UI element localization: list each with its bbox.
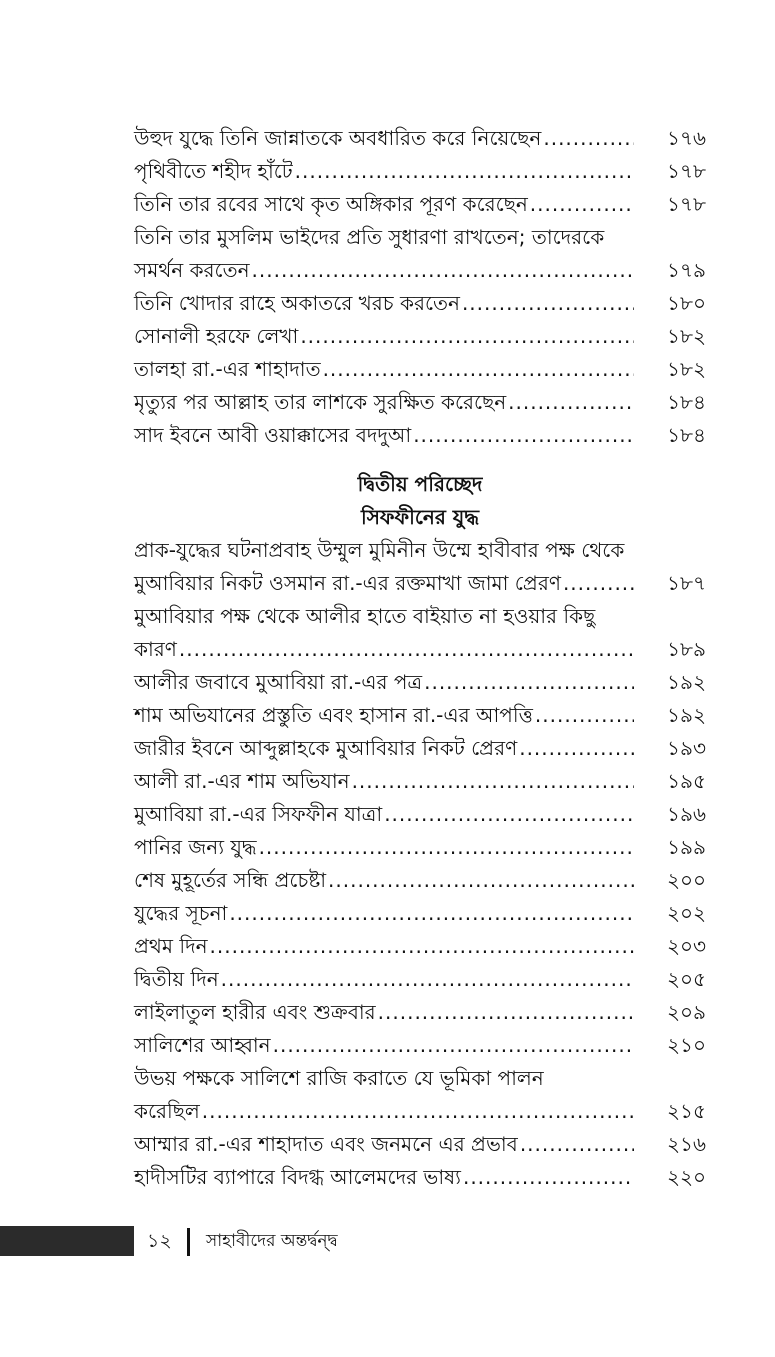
toc-entry — [134, 386, 706, 419]
toc-entry-title: সোনালী হরফে লেখা — [134, 324, 299, 348]
dot-leader — [535, 699, 634, 732]
dot-leader — [508, 386, 634, 419]
chapter-title: সিফফীনের যুদ্ধ — [360, 505, 480, 529]
page-number: ১২ — [147, 1230, 172, 1252]
toc-entry — [134, 188, 706, 221]
dot-leader — [352, 765, 634, 798]
toc-entry-page: ১৮৪ — [667, 390, 706, 414]
toc-entry-title-line1: তিনি তার মুসলিম ভাইদের প্রতি সুধারণা রাখতেন; তাদেরকে — [134, 225, 605, 249]
dot-leader — [252, 254, 634, 287]
toc-entry-title: করেছিল — [134, 1099, 200, 1123]
toc-entry — [134, 320, 706, 353]
toc-entry-page: ১৮৭ — [667, 571, 706, 595]
toc-entry — [134, 963, 706, 996]
toc-entry-title: মুআবিয়া রা.-এর সিফফীন যাত্রা — [134, 802, 383, 826]
toc-entry — [134, 930, 706, 963]
dot-leader — [202, 1095, 634, 1128]
toc-entry-page: ১৮২ — [667, 357, 706, 381]
toc-entry-title: লাইলাতুল হারীর এবং শুক্রবার — [134, 1000, 376, 1024]
toc-entry — [134, 798, 706, 831]
toc-entry-title: শেষ মুহূর্তের সন্ধি প্রচেষ্টা — [134, 868, 327, 892]
toc-entry-page: ২০২ — [666, 901, 706, 925]
toc-list-second — [134, 534, 706, 1194]
toc-entry-page: ১৯৯ — [667, 835, 706, 859]
toc-entry — [134, 155, 706, 188]
toc-entry-title: কারণ — [134, 637, 177, 661]
table-of-contents — [134, 122, 706, 1194]
toc-entry-title: তিনি তার রবের সাথে কৃত অঙ্গিকার পূরণ করেছেন — [134, 192, 528, 216]
toc-entry-page: ১৭৮ — [667, 192, 706, 216]
dot-leader — [543, 122, 634, 155]
dot-leader — [259, 831, 634, 864]
toc-entry — [134, 996, 706, 1029]
toc-entry-page: ২০০ — [666, 868, 706, 892]
toc-entry-page: ১৮৯ — [667, 637, 706, 661]
toc-entry — [134, 897, 706, 930]
toc-entry — [134, 666, 706, 699]
toc-entry-page: ১৯৩ — [667, 736, 706, 760]
toc-entry-page: ১৯৬ — [667, 802, 706, 826]
toc-entry-title: যুদ্ধের সূচনা — [134, 901, 228, 925]
dot-leader — [413, 419, 634, 452]
toc-entry-title: আলী রা.-এর শাম অভিযান — [134, 769, 350, 793]
toc-entry-title: আলীর জবাবে মুআবিয়া রা.-এর পত্র — [134, 670, 423, 694]
toc-entry — [134, 600, 706, 666]
toc-entry — [134, 831, 706, 864]
toc-entry — [134, 221, 706, 287]
toc-list-first — [134, 122, 706, 452]
toc-entry — [134, 1128, 706, 1161]
toc-entry-page: ২০৩ — [666, 934, 706, 958]
toc-entry-page: ২০৯ — [667, 1000, 706, 1024]
toc-entry — [134, 353, 706, 386]
toc-entry-title: আম্মার রা.-এর শাহাদাত এবং জনমনে এর প্রভাব — [134, 1132, 518, 1156]
dot-leader — [229, 897, 634, 930]
dot-leader — [384, 798, 634, 831]
footer-divider — [187, 1228, 190, 1256]
toc-entry-title: উহুদ যুদ্ধে তিনি জান্নাতকে অবধারিত করে নিয়েছেন — [134, 126, 542, 150]
toc-entry-title: তালহা রা.-এর শাহাদাত — [134, 357, 321, 381]
toc-entry — [134, 1062, 706, 1128]
dot-leader — [424, 666, 634, 699]
dot-leader — [221, 963, 634, 996]
toc-entry — [134, 732, 706, 765]
dot-leader — [273, 1029, 634, 1062]
toc-entry-title: মুআবিয়ার নিকট ওসমান রা.-এর রক্তমাখা জামা প্রেরণ — [134, 571, 561, 595]
dot-leader — [323, 353, 634, 386]
toc-entry-title: সালিশের আহ্বান — [134, 1033, 271, 1057]
toc-entry — [134, 864, 706, 897]
toc-entry-page: ১৭৯ — [667, 258, 706, 282]
dot-leader — [210, 930, 634, 963]
toc-entry-title-line1: উভয় পক্ষকে সালিশে রাজি করাতে যে ভূমিকা পালন — [134, 1066, 544, 1090]
toc-entry-title: তিনি খোদার রাহে অকাতরে খরচ করতেন — [134, 291, 460, 315]
toc-entry — [134, 534, 706, 600]
toc-entry-title: পানির জন্য যুদ্ধ — [134, 835, 257, 859]
toc-entry-title-line1: প্রাক-যুদ্ধের ঘটনাপ্রবাহ উম্মুল মুমিনীন উম্মে হাবীবার পক্ষ থেকে — [134, 538, 625, 562]
section-gap — [134, 452, 706, 468]
toc-entry-page: ২১৬ — [667, 1132, 706, 1156]
toc-entry-title: দ্বিতীয় দিন — [134, 967, 219, 991]
toc-entry — [134, 122, 706, 155]
toc-entry — [134, 1161, 706, 1194]
toc-entry-page: ১৯৫ — [667, 769, 706, 793]
toc-entry-page: ১৭৬ — [667, 126, 706, 150]
dot-leader — [179, 633, 634, 666]
dot-leader — [563, 567, 634, 600]
toc-entry-title-line1: মুআবিয়ার পক্ষ থেকে আলীর হাতে বাইয়াত না হওয়ার কিছু — [134, 604, 596, 628]
toc-entry — [134, 419, 706, 452]
toc-entry-page: ২০৫ — [667, 967, 706, 991]
toc-entry-page: ১৯২ — [667, 670, 706, 694]
dot-leader — [328, 864, 634, 897]
toc-entry-title: পৃথিবীতে শহীদ হাঁটে — [134, 159, 293, 183]
toc-entry-title: মৃত্যুর পর আল্লাহ তার লাশকে সুরক্ষিত করেছেন — [134, 390, 507, 414]
toc-entry-page: ১৮০ — [667, 291, 706, 315]
chapter-heading: দ্বিতীয় পরিচ্ছেদ — [357, 472, 483, 496]
toc-entry-page: ১৭৮ — [667, 159, 706, 183]
dot-leader — [462, 287, 634, 320]
toc-entry — [134, 1029, 706, 1062]
dot-leader — [295, 155, 634, 188]
toc-entry-title: হাদীসটির ব্যাপারে বিদগ্ধ আলেমদের ভাষ্য — [134, 1165, 461, 1189]
toc-entry-page: ২১৫ — [667, 1099, 706, 1123]
toc-entry-title: প্রথম দিন — [134, 934, 208, 958]
toc-entry-page: ১৯২ — [667, 703, 706, 727]
page-footer — [0, 1226, 775, 1256]
toc-entry-title: জারীর ইবনে আব্দুল্লাহকে মুআবিয়ার নিকট প্রেরণ — [134, 736, 518, 760]
toc-entry-page: ১৮৪ — [667, 423, 706, 447]
footer-bar — [0, 1226, 134, 1256]
toc-entry — [134, 765, 706, 798]
toc-entry-title: সমর্থন করতেন — [134, 258, 250, 282]
dot-leader — [530, 188, 634, 221]
toc-entry-title: শাম অভিযানের প্রস্তুতি এবং হাসান রা.-এর আপত্তি — [134, 703, 533, 727]
toc-entry — [134, 287, 706, 320]
book-title: সাহাবীদের অন্তর্দ্বন্দ্ব — [206, 1231, 338, 1251]
toc-entry-page: ১৮২ — [667, 324, 706, 348]
dot-leader — [300, 320, 634, 353]
toc-entry-title: সাদ ইবনে আবী ওয়াক্কাসের বদদুআ — [134, 423, 412, 447]
dot-leader — [463, 1161, 634, 1194]
dot-leader — [520, 1128, 634, 1161]
toc-entry-page: ২২০ — [666, 1165, 706, 1189]
dot-leader — [378, 996, 634, 1029]
toc-entry-page: ২১০ — [667, 1033, 706, 1057]
toc-entry — [134, 699, 706, 732]
dot-leader — [519, 732, 634, 765]
